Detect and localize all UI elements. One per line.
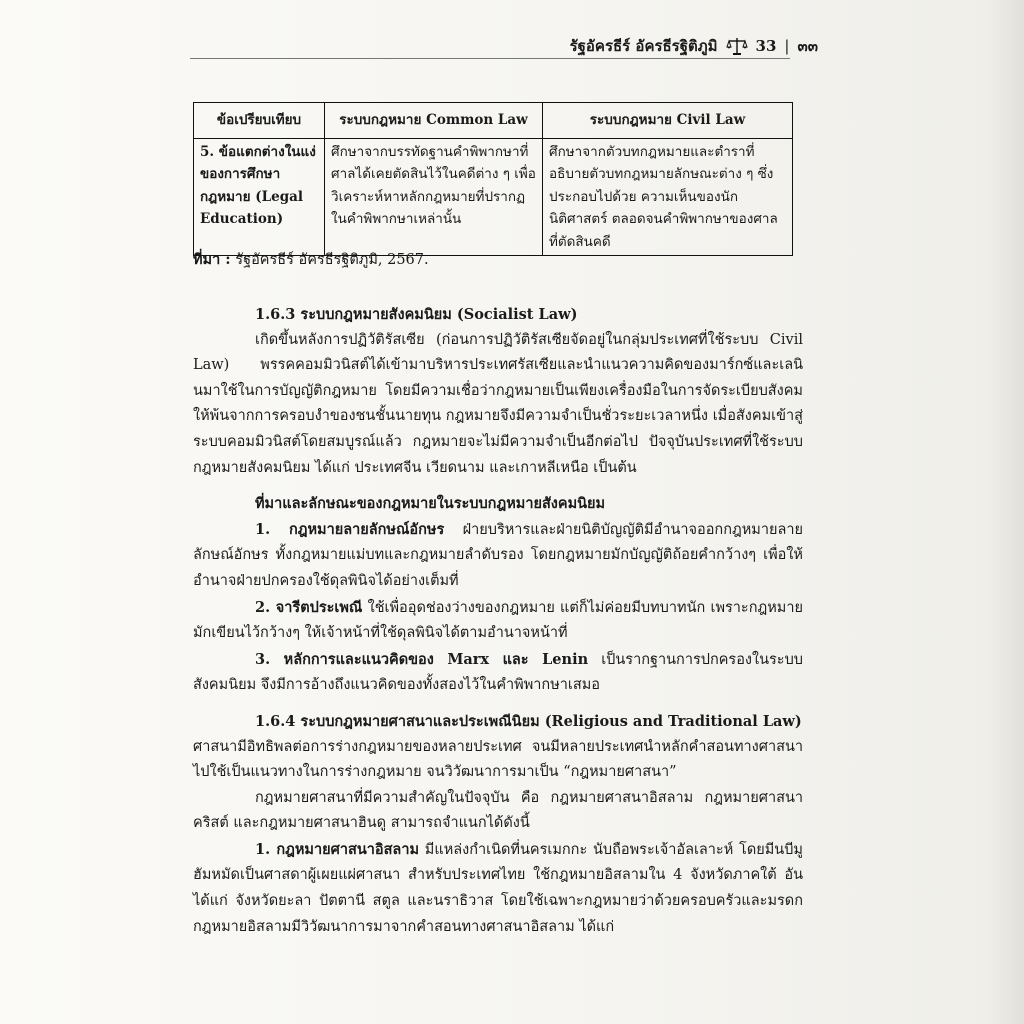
table-header-row bbox=[194, 103, 793, 139]
section-heading-1-6-3: 1.6.3 ระบบกฎหมายสังคมนิยม (Socialist Law) bbox=[255, 306, 578, 323]
list-item bbox=[193, 647, 803, 699]
table-row bbox=[194, 138, 793, 256]
source-text: รัฐอัครธีร์ อัครธีรฐิติภูมิ, 2567. bbox=[235, 252, 429, 268]
list-item-text: ใช้เพื่ออุดช่องว่างของกฎหมาย แต่ก็ไม่ค่อยมีบทบาทนัก เพราะกฎหมายมักเขียนไว้กว้างๆ ให้เจ้าหน้าที่ใช้ดุลพินิจได้ตามอำนาจหน้าที่ bbox=[193, 599, 803, 642]
list-item-text: ฝ่ายบริหารและฝ่ายนิติบัญญัติมีอำนาจออกกฎหมายลายลักษณ์อักษร ทั้งกฎหมายแม่บทและกฎหมายลำดับรอง โดยกฎหมายมักบัญญัติถ้อยคำกว้างๆ เพื่อให้อำนาจฝ่ายปกครองใช้ดุลพินิจได้อย่างเต็มที่ bbox=[193, 521, 803, 589]
page-edge-shadow bbox=[986, 0, 1024, 1024]
table-source bbox=[193, 248, 429, 271]
paragraph: กฎหมายศาสนาที่มีความสำคัญในปัจจุบัน คือ กฎหมายศาสนาอิสลาม กฎหมายศาสนาคริสต์ และกฎหมายศาสนาฮินดู สามารถจำแนกได้ดังนี้ bbox=[193, 789, 803, 832]
list-item bbox=[193, 517, 803, 595]
body-text bbox=[193, 302, 803, 940]
paragraph: เกิดขึ้นหลังการปฏิวัติรัสเซีย (ก่อนการปฏิวัติรัสเซียจัดอยู่ในกลุ่มประเทศที่ใช้ระบบ Civil Law) พรรคคอมมิวนิสต์ได้เข้ามาบริหารประเทศรัสเซียและนำแนวความคิดของมาร์กซ์และเลนินมาใช้ในการบัญญัติกฎหมาย โดยมีความเชื่อว่ากฎหมายเป็นเพียงเครื่องมือในการจัดระเบียบสังคมให้พ้นจากการครอบงำของชนชั้นนายทุน กฎหมายจึงมีความจำเป็นชั่วระยะเวลาหนึ่ง เมื่อสังคมเข้าสู่ระบบคอมมิวนิสต์โดยสมบูรณ์แล้ว กฎหมายจะไม่มีความจำเป็นอีกต่อไป ปัจจุบันประเทศที่ใช้ระบบกฎหมายสังคมนิยม ได้แก่ ประเทศจีน เวียดนาม และเกาหลีเหนือ เป็นต้น bbox=[193, 331, 803, 476]
scales-of-justice-icon bbox=[726, 36, 748, 56]
list-item-title: 1. กฎหมายศาสนาอิสลาม bbox=[255, 840, 420, 858]
subsection-heading: ที่มาและลักษณะของกฎหมายในระบบกฎหมายสังคมนิยม bbox=[255, 495, 606, 513]
header-page-number: 33 bbox=[755, 37, 777, 55]
list-item-title: 3. หลักการและแนวคิดของ Marx และ Lenin bbox=[255, 650, 589, 668]
section-heading-1-6-4: 1.6.4 ระบบกฎหมายศาสนาและประเพณีนิยม (Religious and Traditional Law) bbox=[255, 712, 802, 730]
list-item-title: 1. กฎหมายลายลักษณ์อักษร bbox=[255, 520, 445, 538]
list-item bbox=[193, 595, 803, 647]
table-cell-common-law: ศึกษาจากบรรทัดฐานคำพิพากษาที่ศาลได้เคยตัดสินไว้ในคดีต่าง ๆ เพื่อวิเคราะห์หาหลักกฎหมายที่ปรากฏในคำพิพากษาเหล่านั้น bbox=[325, 138, 543, 256]
list-item-text: เป็นรากฐานการปกครองในระบบสังคมนิยม จึงมีการอ้างถึงแนวคิดของทั้งสองไว้ในคำพิพากษาเสมอ bbox=[193, 651, 803, 694]
header-rule bbox=[190, 58, 790, 59]
table-header-cell: ข้อเปรียบเทียบ bbox=[194, 103, 325, 139]
page-header bbox=[570, 34, 818, 58]
header-page-number-thai: ๓๓ bbox=[797, 37, 818, 55]
table-cell-civil-law: ศึกษาจากตัวบทกฎหมายและตำราที่อธิบายตัวบทกฎหมายลักษณะต่าง ๆ ซึ่งประกอบไปด้วย ความเห็นของนักนิติศาสตร์ ตลอดจนคำพิพากษาของศาลที่ตัดสินคดี bbox=[543, 138, 793, 256]
paragraph: ศาสนามีอิทธิพลต่อการร่างกฎหมายของหลายประเทศ จนมีหลายประเทศนำหลักคำสอนทางศาสนาไปใช้เป็นแนวทางในการร่างกฎหมาย จนวิวัฒนาการมาเป็น “กฎหมายศาสนา” bbox=[193, 738, 803, 781]
comparison-table bbox=[193, 102, 793, 256]
list-item bbox=[193, 837, 803, 940]
list-item-text: มีแหล่งกำเนิดที่นครเมกกะ นับถือพระเจ้าอัลเลาะห์ โดยมีนบีมูฮัมหมัดเป็นศาสดาผู้เผยแผ่ศาสนา สำหรับประเทศไทย ใช้กฎหมายอิสลามใน 4 จังหวัดภาคใต้ อันได้แก่ จังหวัดยะลา ปัตตานี สตูล และนราธิวาส โดยใช้เฉพาะกฎหมายว่าด้วยครอบครัวและมรดก กฎหมายอิสลามมีวิวัฒนาการมาจากคำสอนทางศาสนาอิสลาม ได้แก่ bbox=[193, 841, 803, 935]
header-separator: | bbox=[784, 37, 790, 55]
source-label: ที่มา : bbox=[193, 251, 231, 268]
table-header-cell: ระบบกฎหมาย Common Law bbox=[325, 103, 543, 139]
header-author: รัฐอัครธีร์ อัครธีรฐิติภูมิ bbox=[569, 37, 718, 55]
table-cell-topic: 5. ข้อแตกต่างในแง่ของการศึกษากฎหมาย (Legal Education) bbox=[194, 138, 325, 256]
table-header-cell: ระบบกฎหมาย Civil Law bbox=[543, 103, 793, 139]
list-item-title: 2. จารีตประเพณี bbox=[255, 598, 363, 616]
